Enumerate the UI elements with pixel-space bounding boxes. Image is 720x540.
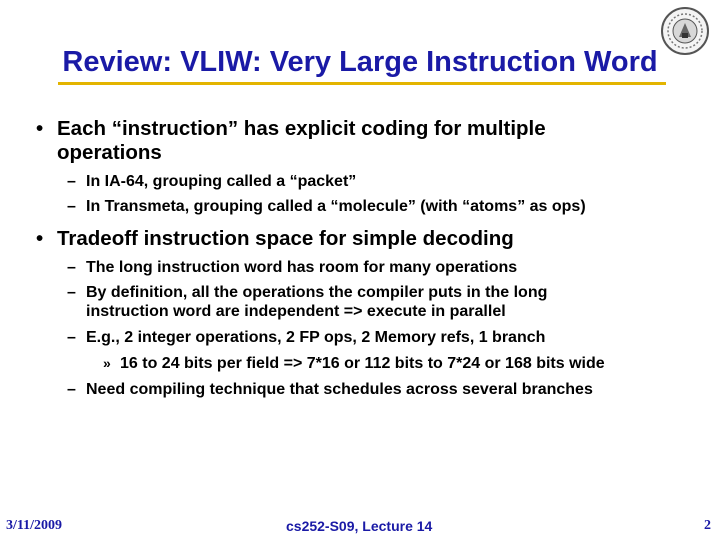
dash-mark: –: [67, 329, 76, 346]
dash-mark: –: [67, 284, 76, 301]
bullet-mark: •: [36, 227, 44, 250]
subpoint-bits: [103, 354, 605, 373]
bullet-text-line: Each “instruction” has explicit coding for multiple: [57, 117, 546, 140]
bullet-mark: •: [36, 117, 44, 140]
subpoint-room: [67, 258, 518, 277]
bullet-explicit-coding: [36, 117, 546, 165]
bullet-text-line: Tradeoff instruction space for simple decoding: [57, 227, 514, 250]
subpoint-text-line: instruction word are independent => execute in parallel: [86, 303, 506, 320]
subpoint-text: E.g., 2 integer operations, 2 FP ops, 2 Memory refs, 1 branch: [86, 329, 546, 346]
subpoint-text: In IA-64, grouping called a “packet”: [86, 173, 357, 190]
footer-course: cs252-S09, Lecture 14: [286, 518, 433, 534]
subpoint-example: [67, 328, 546, 347]
bullet-tradeoff: [36, 227, 514, 251]
footer-date: 3/11/2009: [6, 518, 63, 533]
footer-page-number: 2: [704, 518, 711, 533]
subpoint-ia64: [67, 172, 357, 191]
sub-mark: »: [103, 355, 111, 371]
bullet-text-line: operations: [57, 141, 162, 164]
dash-mark: –: [67, 198, 76, 215]
title-underline: [58, 82, 666, 85]
subpoint-text-line: By definition, all the operations the compiler puts in the long: [86, 284, 548, 301]
subpoint-transmeta: [67, 197, 586, 216]
dash-mark: –: [67, 381, 76, 398]
dash-mark: –: [67, 173, 76, 190]
subpoint-text: 16 to 24 bits per field => 7*16 or 112 bits to 7*24 or 168 bits wide: [120, 355, 605, 372]
dash-mark: –: [67, 259, 76, 276]
subpoint-definition: [67, 283, 548, 321]
subpoint-compiling: [67, 380, 593, 399]
subpoint-text: In Transmeta, grouping called a “molecule” (with “atoms” as ops): [86, 198, 586, 215]
slide-title: Review: VLIW: Very Large Instruction Word: [62, 46, 658, 78]
subpoint-text: The long instruction word has room for many operations: [86, 259, 518, 276]
subpoint-text: Need compiling technique that schedules across several branches: [86, 381, 593, 398]
